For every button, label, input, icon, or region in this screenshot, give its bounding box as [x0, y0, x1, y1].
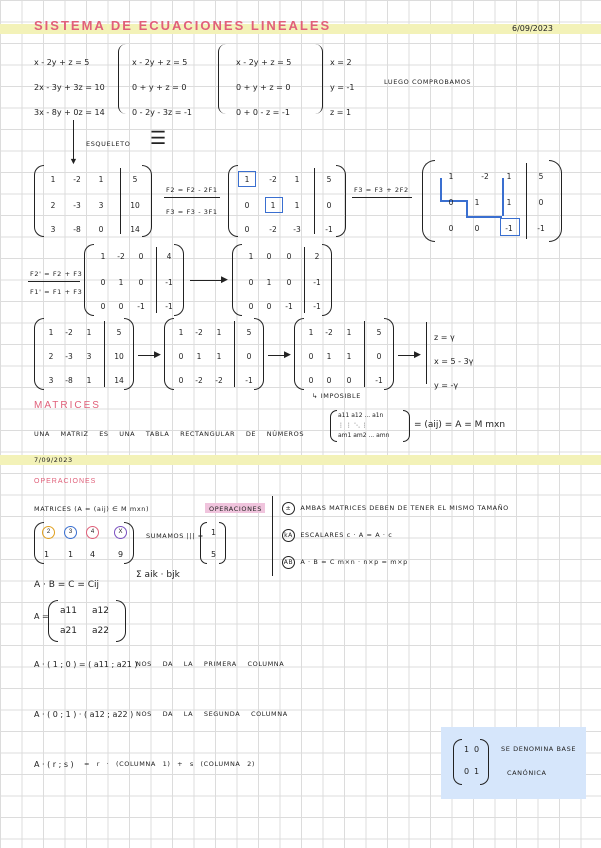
op1-label-a: F2 = F2 - 2F1	[166, 186, 218, 194]
matrix-r3: 1 -2 1 5 0 1 1 0 0 0 0 -1	[294, 318, 394, 390]
matrix-definition: UNA MATRIZ ES UNA TABLA RECTANGULAR DE NÚMEROS	[34, 430, 305, 438]
sum-result-matrix: 1 5	[200, 522, 226, 564]
col1-expr: A · ( 1 ; 0 ) = ( a11 ; a21 )	[34, 660, 138, 669]
col2-expr: A · ( 0 ; 1 ) · ( a12 ; a22 )	[34, 710, 134, 719]
product-formula: A · B = C = Cij	[34, 580, 100, 590]
matrix-m2: 1 -2 1 5 0 1 1 0 0 -2 -3 -1	[228, 165, 346, 237]
matrix-r1: 1 -2 1 5 2 -3 3 10 3 -8 1 14	[34, 318, 134, 390]
sum-label: SUMAMOS ||| =	[146, 532, 204, 540]
op1-label-b: F3 = F3 - 3F1	[166, 208, 218, 216]
m4-to-m5-arrow	[190, 280, 224, 281]
matrix-m5: 1 0 0 2 0 1 0 -1 0 0 -1 -1	[232, 244, 332, 316]
system-left: x - 2y + z = 5 2x - 3y + 3z = 10 3x - 8y + 0z = 14	[34, 58, 105, 117]
rule-scalar: kA ESCALARES c · A = A · c	[282, 529, 392, 542]
op3-arrow	[28, 281, 80, 282]
operaciones-tag: OPERACIONES	[209, 505, 262, 513]
scalar-icon: kA	[282, 529, 295, 542]
op3-label-a: F2' = F2 + F3	[30, 270, 83, 278]
arrow-head-4: ▶	[414, 349, 421, 359]
general-matrix: a11 a12 ... a1n ⋮ ⋮ ⋱ ⋮ am1 am2 ... amn	[330, 410, 410, 442]
matrix-m4: 1 -2 0 4 0 1 0 -1 0 0 -1 -1	[84, 244, 184, 316]
sticky-line2: CANÓNICA	[507, 769, 547, 777]
note-comprobamos: LUEGO COMPROBAMOS	[384, 78, 472, 86]
arrow-head-1: ▶	[221, 274, 228, 284]
brace-left	[118, 44, 129, 114]
operaciones-line1: MATRICES (A = (aij) ∈ M mxn)	[34, 505, 150, 513]
system-right: x - 2y + z = 5 0 + y + z = 0 0 + 0 - z = -1	[236, 58, 292, 117]
date-band	[0, 455, 601, 465]
operaciones-divider	[272, 496, 273, 576]
a-matrix: a11 a12 a21 a22	[48, 600, 126, 642]
op3-label-b: F1' = F1 + F3	[30, 288, 83, 296]
arrow-head-2: ▶	[154, 349, 161, 359]
op1-arrow	[164, 197, 220, 198]
col2-text: NOS DA LA SEGUNDA COLUMNA	[136, 710, 288, 718]
combo-expr: A · ( r ; s )	[34, 760, 74, 769]
skeleton-icon: ☰	[150, 128, 167, 148]
operaciones-heading: OPERACIONES	[34, 478, 97, 485]
param-bar	[426, 322, 427, 384]
date-label: 6/09/2023	[512, 24, 554, 33]
brace-mid	[218, 44, 229, 114]
product-icon: AB	[282, 556, 295, 569]
sticky-line1: SE DENOMINA BASE	[501, 745, 577, 753]
matrices-heading: MATRICES	[34, 400, 101, 411]
plus-minus-icon: ±	[282, 502, 295, 515]
brace-right	[312, 44, 323, 114]
param-solution: z = γ x = 5 - 3γ y = -γ	[434, 333, 474, 390]
down-arrow-head: ▼	[69, 156, 78, 166]
imposible-label: ↳ IMPOSIBLE	[312, 392, 361, 400]
matrix-m1: 1 -2 1 5 2 -3 3 10 3 -8 0 14	[34, 165, 152, 237]
esqueleto-label: ESQUELETO	[86, 140, 131, 148]
op2-arrow	[352, 197, 412, 198]
rule-sum: ± AMBAS MATRICES DEBEN DE TENER EL MISMO TAMAÑO	[282, 502, 509, 515]
matrix-m3: 1 -2 1 5 0 1 1 0 0 0 -1 -1	[422, 160, 562, 242]
second-date: 7/09/2023	[34, 456, 73, 464]
a-label: A =	[34, 612, 49, 621]
system-mid: x - 2y + z = 5 0 + y + z = 0 0 - 2y - 3z = -1	[132, 58, 192, 117]
arrow-head-3: ▶	[284, 349, 291, 359]
sum-example-matrix: 2 3 4 X 1 1 4 9	[34, 522, 134, 564]
sticky-note: 1 0 0 1 SE DENOMINA BASE CANÓNICA	[441, 727, 586, 799]
page-title: SISTEMA DE ECUACIONES LINEALES	[34, 18, 332, 33]
matrix-r2: 1 -2 1 5 0 1 1 0 0 -2 -2 -1	[164, 318, 264, 390]
down-arrow	[73, 120, 74, 160]
sum-formula: Σ aik · bjk	[136, 570, 180, 580]
op2-label: F3 = F3 + 2F2	[354, 186, 409, 194]
col1-text: NOS DA LA PRIMERA COLUMNA	[136, 660, 285, 668]
solution: x = 2 y = -1 z = 1	[330, 58, 355, 117]
rule-product: AB A · B = C m×n · n×p = m×p	[282, 556, 408, 569]
combo-text: = r · (COLUMNA 1) + s (COLUMNA 2)	[84, 760, 256, 768]
matrix-notation: = (aij) = A = M mxn	[414, 420, 506, 430]
